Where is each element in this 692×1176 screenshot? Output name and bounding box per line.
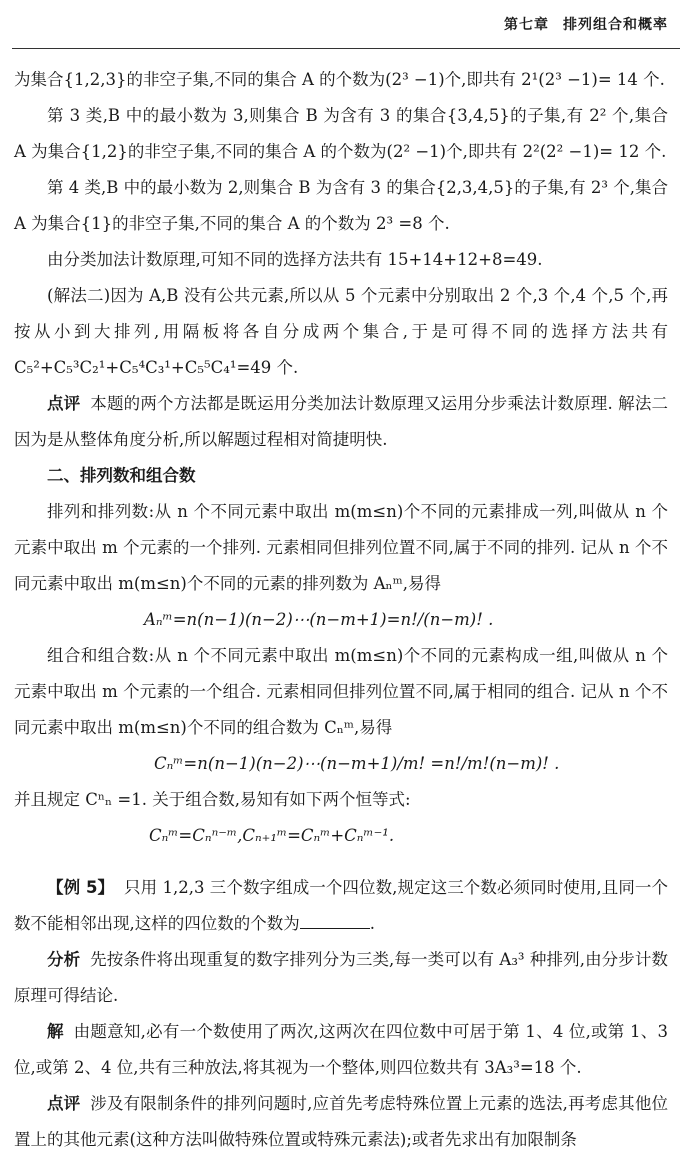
section-heading: 二、排列数和组合数 bbox=[47, 466, 196, 485]
comment-label-2: 点评 bbox=[47, 1094, 81, 1113]
paragraph-sum: 由分类加法计数原理,可知不同的选择方法共有 15+14+12+8=49. bbox=[47, 250, 543, 269]
formula-identities: Cₙᵐ=Cₙⁿ⁻ᵐ,Cₙ₊₁ᵐ=Cₙᵐ+Cₙᵐ⁻¹. bbox=[149, 826, 395, 845]
analysis-label: 分析 bbox=[47, 950, 81, 969]
paragraph-case-3: 第 3 类,B 中的最小数为 3,则集合 B 为含有 3 的集合{3,4,5}的子集,有 2² 个,集合 A 为集合{1,2}的非空子集,不同的集合 A 的个数为(2² −1)个,即共有 2²(2² −1)= 12 个. bbox=[14, 106, 668, 161]
comment-label: 点评 bbox=[47, 394, 81, 413]
body-text bbox=[14, 62, 668, 1158]
solution-label: 解 bbox=[47, 1022, 64, 1041]
example-label: 【例 5】 bbox=[47, 878, 115, 897]
paragraph-comment-1 bbox=[14, 386, 668, 458]
solution-text: 由题意知,必有一个数使用了两次,这两次在四位数中可居于第 1、4 位,或第 1、3 位,或第 2、4 位,共有三种放法,将其视为一个整体,则四位数共有 3A₃³=18 个. bbox=[14, 1022, 669, 1077]
paragraph-combination: 组合和组合数:从 n 个不同元素中取出 m(m≤n)个不同的元素构成一组,叫做从 n 个元素中取出 m 个元素的一个组合. 元素相同但排列位置不同,属于相同的组合. 记从 n 个不同元素中取出 m(m≤n)个不同的组合数为 Cₙᵐ,易得 bbox=[14, 646, 668, 737]
example-5 bbox=[14, 870, 668, 942]
comment-text: 本题的两个方法都是既运用分类加法计数原理又运用分步乘法计数原理. 解法二因为是从整体角度分析,所以解题过程相对简捷明快. bbox=[14, 394, 668, 449]
answer-blank bbox=[300, 908, 370, 929]
chapter-title: 排列组合和概率 bbox=[563, 17, 668, 33]
analysis bbox=[14, 942, 668, 1014]
formula-permutation: Aₙᵐ=n(n−1)(n−2)⋯(n−m+1)=n!/(n−m)! . bbox=[144, 610, 494, 629]
paragraph-identities: 并且规定 Cⁿₙ =1. 关于组合数,易知有如下两个恒等式: bbox=[14, 790, 411, 809]
running-header bbox=[504, 14, 668, 34]
solution bbox=[14, 1014, 668, 1086]
paragraph-permutation: 排列和排列数:从 n 个不同元素中取出 m(m≤n)个不同的元素排成一列,叫做从 n 个元素中取出 m 个元素的一个排列. 元素相同但排列位置不同,属于不同的排列. 记从 n 个不同元素中取出 m(m≤n)个不同的元素的排列数为 Aₙᵐ,易得 bbox=[14, 502, 668, 593]
header-rule bbox=[12, 48, 680, 49]
chapter-number: 第七章 bbox=[504, 17, 549, 33]
example-end: . bbox=[369, 914, 375, 933]
paragraph-comment-2 bbox=[14, 1086, 668, 1158]
paragraph-continuation: 为集合{1,2,3}的非空子集,不同的集合 A 的个数为(2³ −1)个,即共有 2¹(2³ −1)= 14 个. bbox=[14, 70, 665, 89]
analysis-text: 先按条件将出现重复的数字排列分为三类,每一类可以有 A₃³ 种排列,由分步计数原理可得结论. bbox=[14, 950, 669, 1005]
paragraph-case-4: 第 4 类,B 中的最小数为 2,则集合 B 为含有 3 的集合{2,3,4,5}的子集,有 2³ 个,集合 A 为集合{1}的非空子集,不同的集合 A 的个数为 2³ =8 个. bbox=[14, 178, 669, 233]
spacer bbox=[14, 854, 668, 870]
paragraph-method-2: (解法二)因为 A,B 没有公共元素,所以从 5 个元素中分别取出 2 个,3 个,4 个,5 个,再按从小到大排列,用隔板将各自分成两个集合,于是可得不同的选择方法共有 C₅²+C₅³C₂¹+C₅⁴C₃¹+C₅⁵C₄¹=49 个. bbox=[14, 286, 668, 377]
comment-text-2: 涉及有限制条件的排列问题时,应首先考虑特殊位置上元素的选法,再考虑其他位置上的其他元素(这种方法叫做特殊位置或特殊元素法);或者先求出有加限制条 bbox=[14, 1094, 668, 1149]
example-text: 只用 1,2,3 三个数字组成一个四位数,规定这三个数必须同时使用,且同一个数不能相邻出现,这样的四位数的个数为 bbox=[14, 878, 668, 933]
formula-combination: Cₙᵐ=n(n−1)(n−2)⋯(n−m+1)/m! =n!/m!(n−m)! . bbox=[154, 754, 560, 773]
